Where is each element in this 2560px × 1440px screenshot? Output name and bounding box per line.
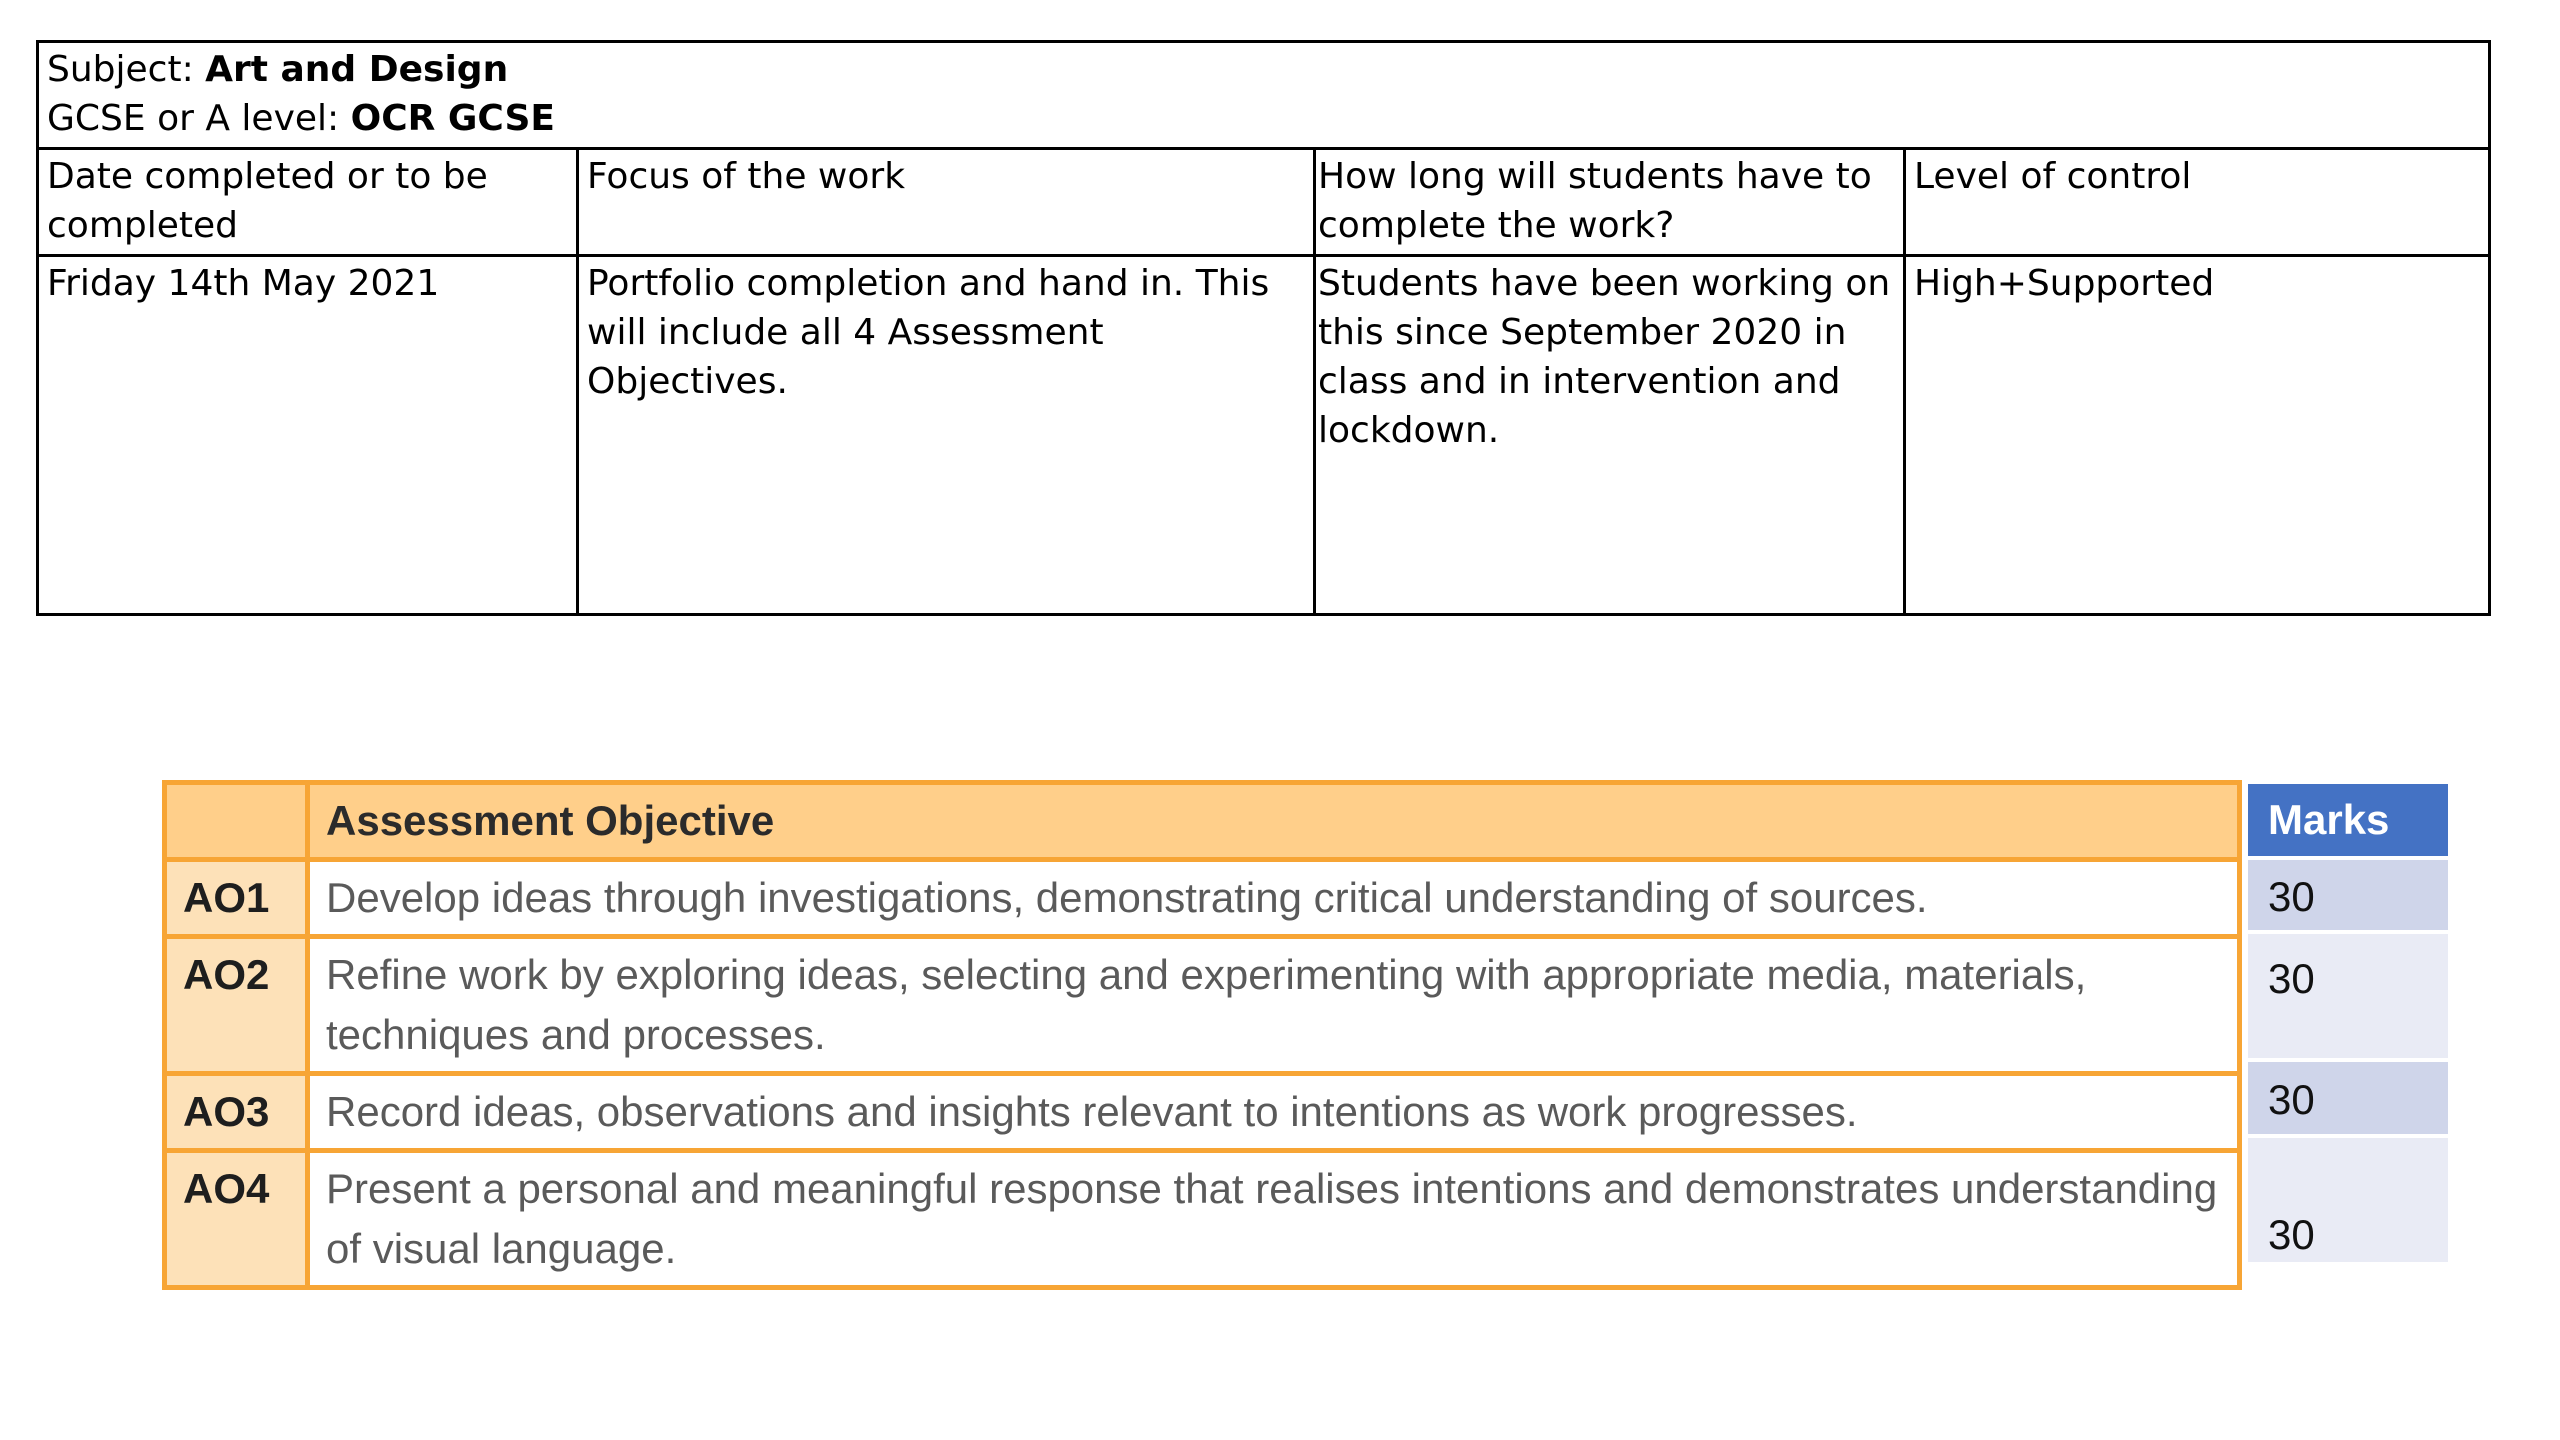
marks-column bbox=[2248, 784, 2448, 1262]
level-label: GCSE or A level: bbox=[47, 98, 351, 139]
ao-description: Present a personal and meaningful response that realises intentions and demonstrates understanding of visual language. bbox=[308, 1151, 2240, 1288]
ao-code: AO3 bbox=[165, 1074, 308, 1151]
cell-duration: Students have been working on this since September 2020 in class and in intervention and lockdown. bbox=[1315, 256, 1905, 615]
marks-value: 30 bbox=[2248, 856, 2448, 930]
header-focus: Focus of the work bbox=[578, 149, 1315, 256]
ao-row bbox=[165, 937, 2240, 1074]
ao-code: AO1 bbox=[165, 860, 308, 937]
cell-control: High+Supported bbox=[1905, 256, 2490, 615]
cell-date: Friday 14th May 2021 bbox=[38, 256, 578, 615]
marks-value: 30 bbox=[2248, 1058, 2448, 1134]
info-data-row bbox=[38, 256, 2490, 615]
assessment-info-table bbox=[36, 40, 2491, 616]
assessment-objectives-table bbox=[162, 780, 2242, 1290]
level-value: OCR GCSE bbox=[350, 98, 556, 139]
subject-row bbox=[38, 42, 2490, 149]
marks-value: 30 bbox=[2248, 930, 2448, 1058]
info-header-row bbox=[38, 149, 2490, 256]
ao-header-row bbox=[165, 783, 2240, 860]
ao-header-title: Assessment Objective bbox=[308, 783, 2240, 860]
ao-description: Record ideas, observations and insights relevant to intentions as work progresses. bbox=[308, 1074, 2240, 1151]
ao-description: Develop ideas through investigations, demonstrating critical understanding of sources. bbox=[308, 860, 2240, 937]
ao-row bbox=[165, 1151, 2240, 1288]
ao-code: AO2 bbox=[165, 937, 308, 1074]
header-duration: How long will students have to complete the work? bbox=[1315, 149, 1905, 256]
header-control: Level of control bbox=[1905, 149, 2490, 256]
subject-cell bbox=[38, 42, 2490, 149]
marks-value: 30 bbox=[2248, 1134, 2448, 1262]
ao-row bbox=[165, 860, 2240, 937]
header-date: Date completed or to be completed bbox=[38, 149, 578, 256]
ao-row bbox=[165, 1074, 2240, 1151]
ao-description: Refine work by exploring ideas, selecting and experimenting with appropriate media, materials, techniques and processes. bbox=[308, 937, 2240, 1074]
subject-line bbox=[47, 45, 2480, 94]
marks-header: Marks bbox=[2248, 784, 2448, 856]
subject-label: Subject: bbox=[47, 49, 206, 90]
level-line bbox=[47, 94, 2480, 143]
ao-header-code bbox=[165, 783, 308, 860]
assessment-objectives bbox=[162, 780, 2242, 1290]
cell-focus: Portfolio completion and hand in. This will include all 4 Assessment Objectives. bbox=[578, 256, 1315, 615]
subject-value: Art and Design bbox=[205, 49, 509, 90]
ao-code: AO4 bbox=[165, 1151, 308, 1288]
